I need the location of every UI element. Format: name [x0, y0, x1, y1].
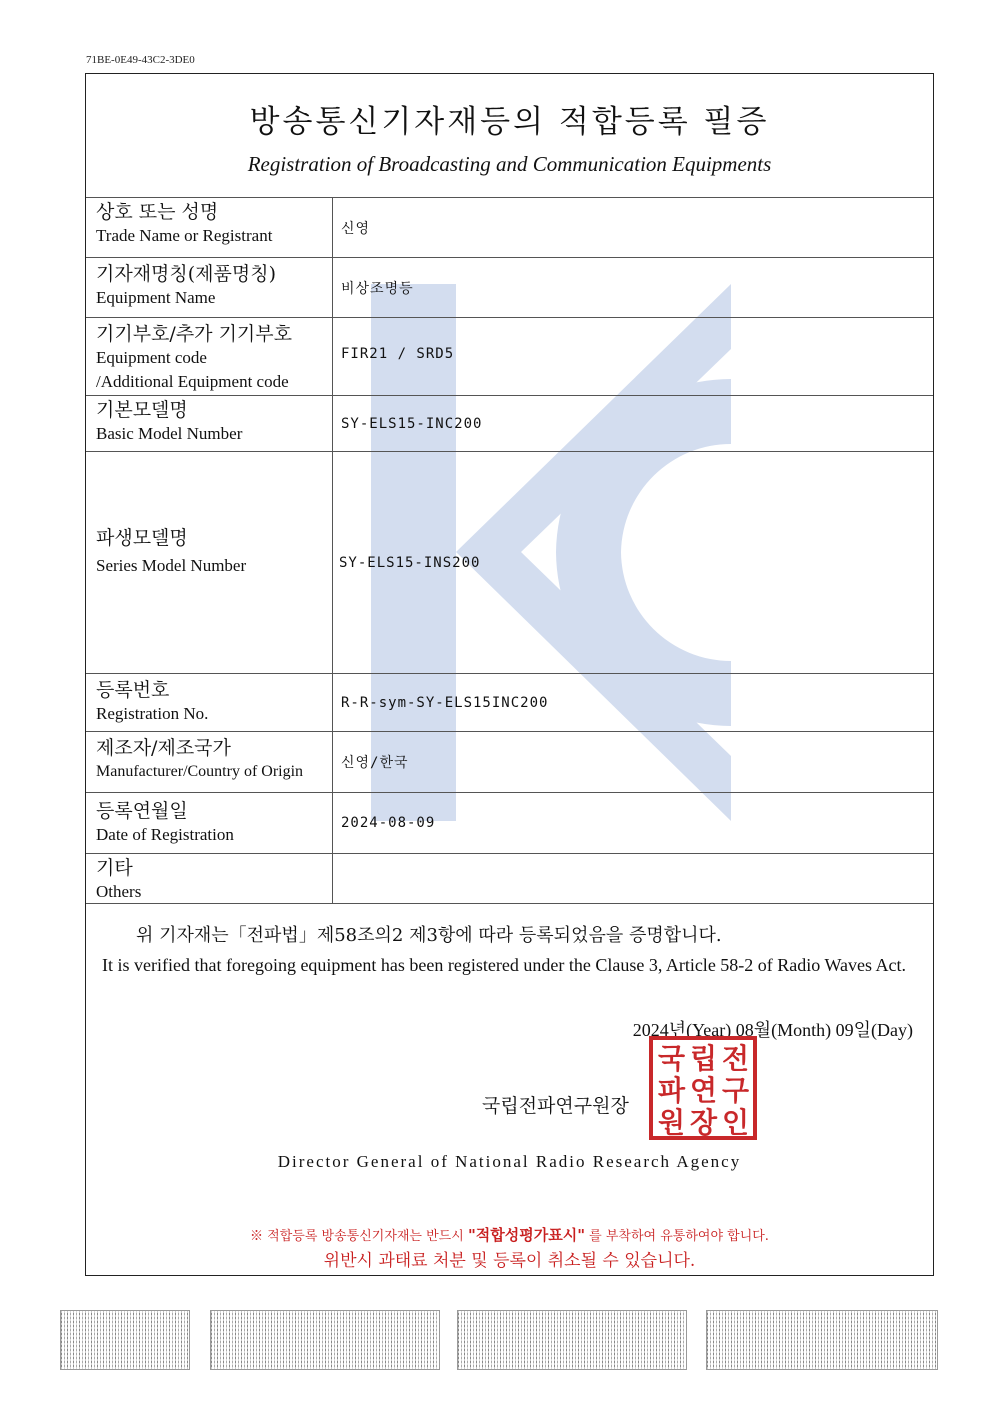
- seal-char: 국: [657, 1042, 686, 1075]
- field-label-en: Series Model Number: [96, 556, 247, 575]
- notice-suffix: 를 부착하여 유통하여야 합니다.: [589, 1229, 769, 1244]
- field-row-equipment-code: [86, 317, 933, 395]
- field-label-ko: 상호 또는 성명: [96, 201, 219, 223]
- document-id: 71BE-0E49-43C2-3DE0: [86, 54, 195, 66]
- issue-date: 2024년(Year) 08월(Month) 09일(Day): [632, 1020, 913, 1040]
- seal-char: 인: [721, 1106, 750, 1139]
- field-value: 신영/한국: [341, 755, 409, 771]
- seal-char: 구: [721, 1074, 750, 1107]
- field-label-en: Registration No.: [96, 704, 209, 723]
- security-barcode: [457, 1310, 687, 1370]
- field-label-ko: 파생모델명: [96, 527, 188, 549]
- field-value: R-R-sym-SY-ELS15INC200: [341, 694, 549, 711]
- field-label-en: Date of Registration: [96, 825, 234, 844]
- field-label-ko: 기자재명칭(제품명칭): [96, 263, 277, 285]
- field-row-basic-model: [86, 395, 933, 451]
- issuer-english: Director General of National Radio Research Agency: [277, 1152, 742, 1171]
- field-value: SY-ELS15-INS200: [339, 554, 481, 571]
- notice-highlight: "적합성평가표시": [467, 1226, 586, 1244]
- security-barcode: [706, 1310, 938, 1370]
- seal-char: 립: [689, 1042, 718, 1075]
- field-label-ko: 기기부호/추가 기기부호: [96, 323, 292, 345]
- title-english: Registration of Broadcasting and Communication Equipments: [247, 152, 772, 176]
- field-label-en: Equipment Name: [96, 288, 216, 307]
- field-label-ko: 기본모델명: [96, 399, 188, 421]
- field-row-others: [86, 853, 933, 904]
- security-barcode: [210, 1310, 440, 1370]
- field-label-ko: 제조자/제조국가: [96, 737, 231, 759]
- field-value: FIR21 / SRD5: [341, 346, 455, 362]
- seal-char: 파: [657, 1074, 686, 1107]
- security-barcode: [60, 1310, 190, 1370]
- field-label-en: Trade Name or Registrant: [96, 226, 273, 245]
- field-label-en: Equipment code: [96, 348, 207, 367]
- field-row-equipment-name: [86, 257, 933, 317]
- field-value: [333, 854, 933, 903]
- field-label-en-line2: /Additional Equipment code: [96, 372, 289, 391]
- seal-char: 장: [689, 1106, 718, 1139]
- title-korean: 방송통신기자재등의 적합등록 필증: [249, 104, 770, 140]
- seal-char: 원: [657, 1106, 686, 1139]
- notice-label-requirement: [86, 1224, 933, 1245]
- statement-korean: 위 기자재는「전파법」제58조의2 제3항에 따라 등록되었음을 증명합니다.: [136, 925, 722, 946]
- field-value: SY-ELS15-INC200: [341, 415, 483, 432]
- field-row-series-model: [86, 451, 933, 673]
- notice-prefix: ※ 적합등록 방송통신기자재는 반드시: [250, 1229, 464, 1244]
- field-label-ko: 기타: [96, 857, 133, 879]
- field-row-manufacturer: [86, 731, 933, 792]
- seal-char: 연: [689, 1074, 718, 1107]
- seal-char: 전: [721, 1042, 750, 1075]
- official-seal-stamp: [649, 1036, 757, 1140]
- field-label-en: Others: [96, 882, 142, 901]
- field-label-ko: 등록연월일: [96, 800, 188, 822]
- certificate-frame: [85, 73, 934, 1276]
- field-row-trade-name: [86, 197, 933, 257]
- field-row-registration-date: [86, 792, 933, 853]
- field-label-en: Basic Model Number: [96, 424, 243, 443]
- field-label-ko: 등록번호: [96, 679, 170, 701]
- issuer-korean: 국립전파연구원장: [482, 1095, 629, 1117]
- field-value: 신영: [341, 220, 371, 237]
- statement-english: It is verified that foregoing equipment has been registered under the Clause 3, Article 58-2 of Radio Waves Act.: [102, 955, 906, 975]
- notice-warning: 위반시 과태료 처분 및 등록이 취소될 수 있습니다.: [323, 1251, 696, 1271]
- field-label-en: Manufacturer/Country of Origin: [96, 763, 304, 780]
- field-value: 비상조명등: [341, 280, 414, 297]
- field-value: 2024-08-09: [341, 815, 436, 831]
- field-row-registration-no: [86, 673, 933, 731]
